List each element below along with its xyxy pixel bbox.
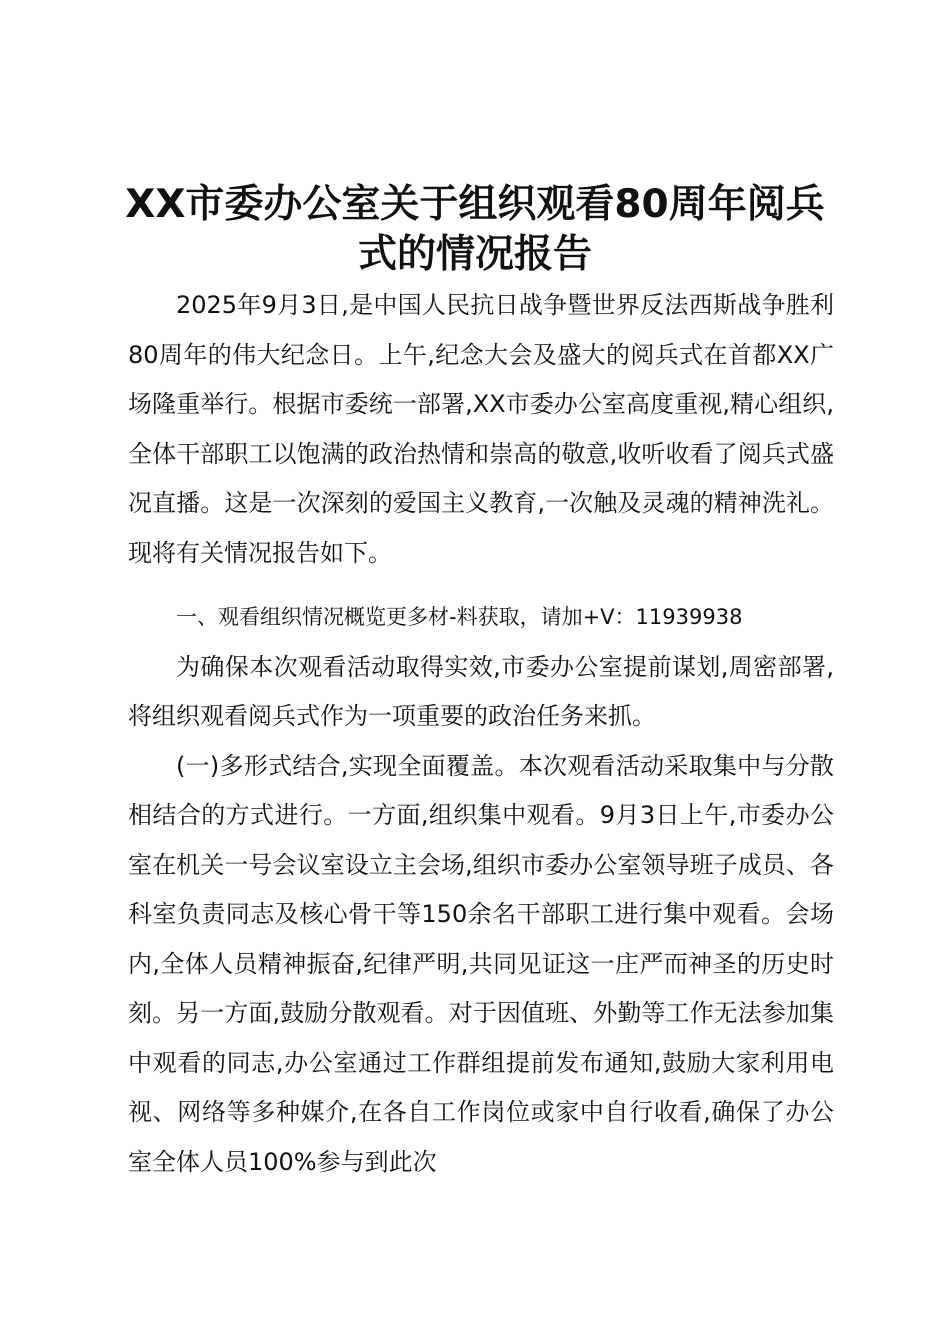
document-body: [128, 281, 834, 1187]
intro-paragraph: 2025年9月3日,是中国人民抗日战争暨世界反法西斯战争胜利80周年的伟大纪念日。上午,纪念大会及盛大的阅兵式在首都XX广场隆重举行。根据市委统一部署,XX市委办公室高度重视,精心组织,全体干部职工以饱满的政治热情和崇高的敬意,收听收看了阅兵式盛况直播。这是一次深刻的爱国主义教育,一次触及灵魂的精神洗礼。现将有关情况报告如下。: [128, 291, 834, 567]
document-title: XX市委办公室关于组织观看80周年阅兵式的情况报告: [125, 182, 825, 277]
section-intro-paragraph: 为确保本次观看活动取得实效,市委办公室提前谋划,周密部署,将组织观看阅兵式作为一项重要的政治任务来抓。: [128, 652, 834, 730]
section-heading: 一、观看组织情况概览更多材-料获取，请加+V：11939938: [176, 605, 743, 629]
paragraph-spacer: [128, 578, 834, 593]
subsection-paragraph: (一)多形式结合,实现全面覆盖。本次观看活动采取集中与分散相结合的方式进行。一方面,组织集中观看。9月3日上午,市委办公室在机关一号会议室设立主会场,组织市委办公室领导班子成员、各科室负责同志及核心骨干等150余名干部职工进行集中观看。会场内,全体人员精神振奋,纪律严明,共同见证这一庄严而神圣的历史时刻。另一方面,鼓励分散观看。对于因值班、外勤等工作无法参加集中观看的同志,办公室通过工作群组提前发布通知,鼓励大家利用电视、网络等多种媒介,在各自工作岗位或家中自行收看,确保了办公室全体人员100%参与到此次: [128, 751, 834, 1176]
